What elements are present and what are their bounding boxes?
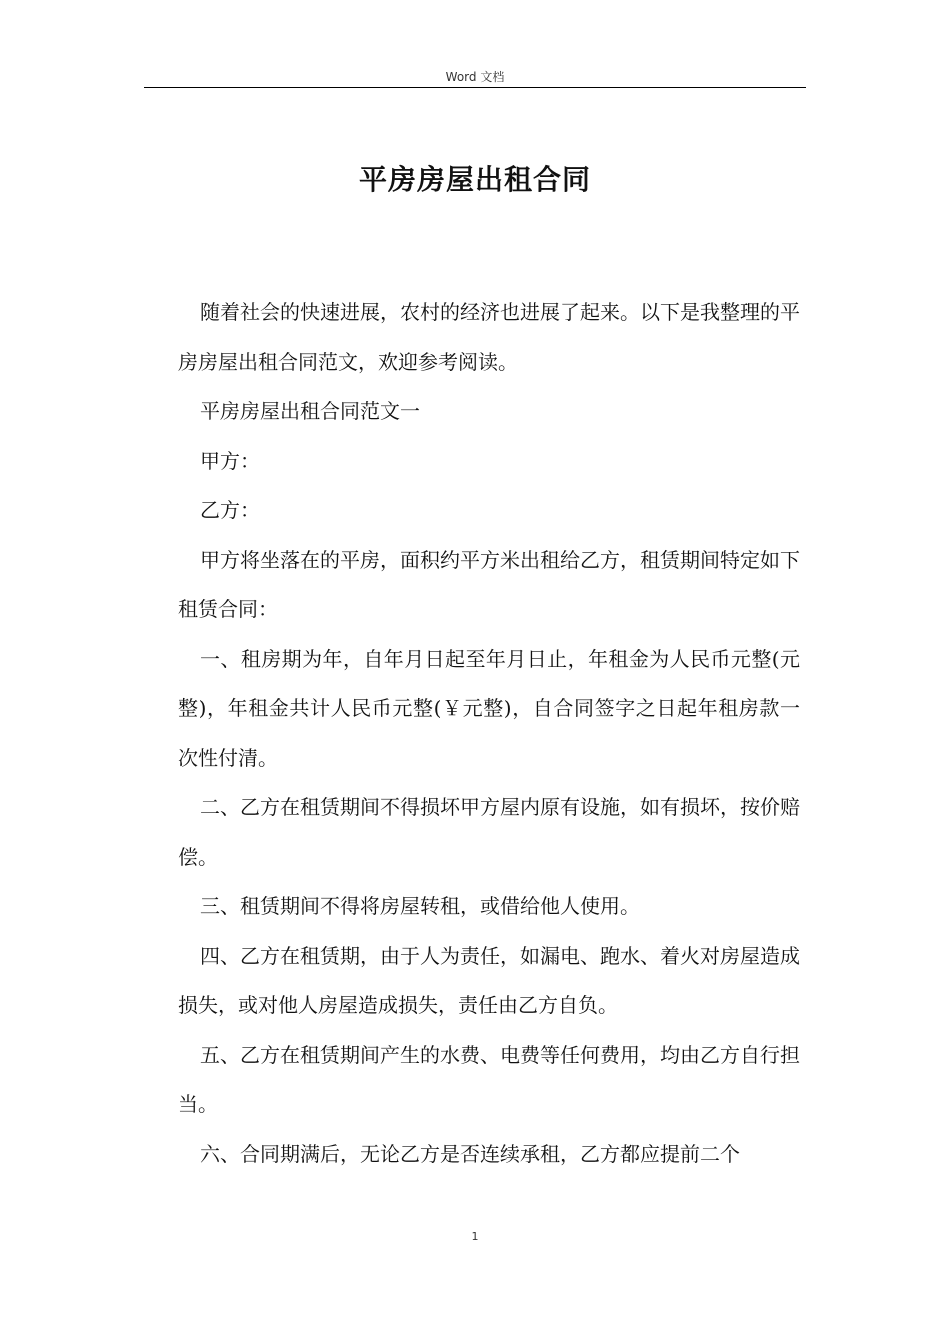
paragraph-clause-3: 三、租赁期间不得将房屋转租，或借给他人使用。 — [200, 894, 640, 918]
document-body — [178, 288, 800, 1179]
header-divider — [144, 87, 806, 88]
paragraph-clause-6: 六、合同期满后，无论乙方是否连续承租，乙方都应提前二个 — [200, 1141, 740, 1166]
paragraph-section-heading: 平房房屋出租合同范文一 — [200, 399, 420, 423]
paragraph-party-b: 乙方： — [200, 498, 260, 522]
paragraph-clause-4: 四、乙方在租赁期，由于人为责任，如漏电、跑水、着火对房屋造成损失，或对他人房屋造成损失，责任由乙方自负。 — [178, 943, 800, 1017]
page-number: 1 — [471, 1230, 479, 1243]
paragraph-party-a: 甲方： — [200, 448, 260, 473]
document-title: 平房房屋出租合同 — [358, 163, 591, 196]
paragraph-clause-5: 五、乙方在租赁期间产生的水费、电费等任何费用，均由乙方自行担当。 — [178, 1042, 800, 1116]
paragraph-clause-2: 二、乙方在租赁期间不得损坏甲方屋内原有设施，如有损坏，按价赔偿。 — [178, 795, 800, 869]
paragraph-intro: 随着社会的快速进展，农村的经济也进展了起来。以下是我整理的平房房屋出租合同范文，欢迎参考阅读。 — [178, 300, 800, 374]
paragraph-preamble: 甲方将坐落在的平房，面积约平方米出租给乙方，租赁期间特定如下租赁合同： — [178, 547, 800, 621]
page-header: Word 文档 — [445, 70, 505, 84]
paragraph-clause-1: 一、租房期为年，自年月日起至年月日止，年租金为人民币元整(元整)，年租金共计人民币元整(￥元整)，自合同签字之日起年租房款一次性付清。 — [178, 646, 800, 770]
